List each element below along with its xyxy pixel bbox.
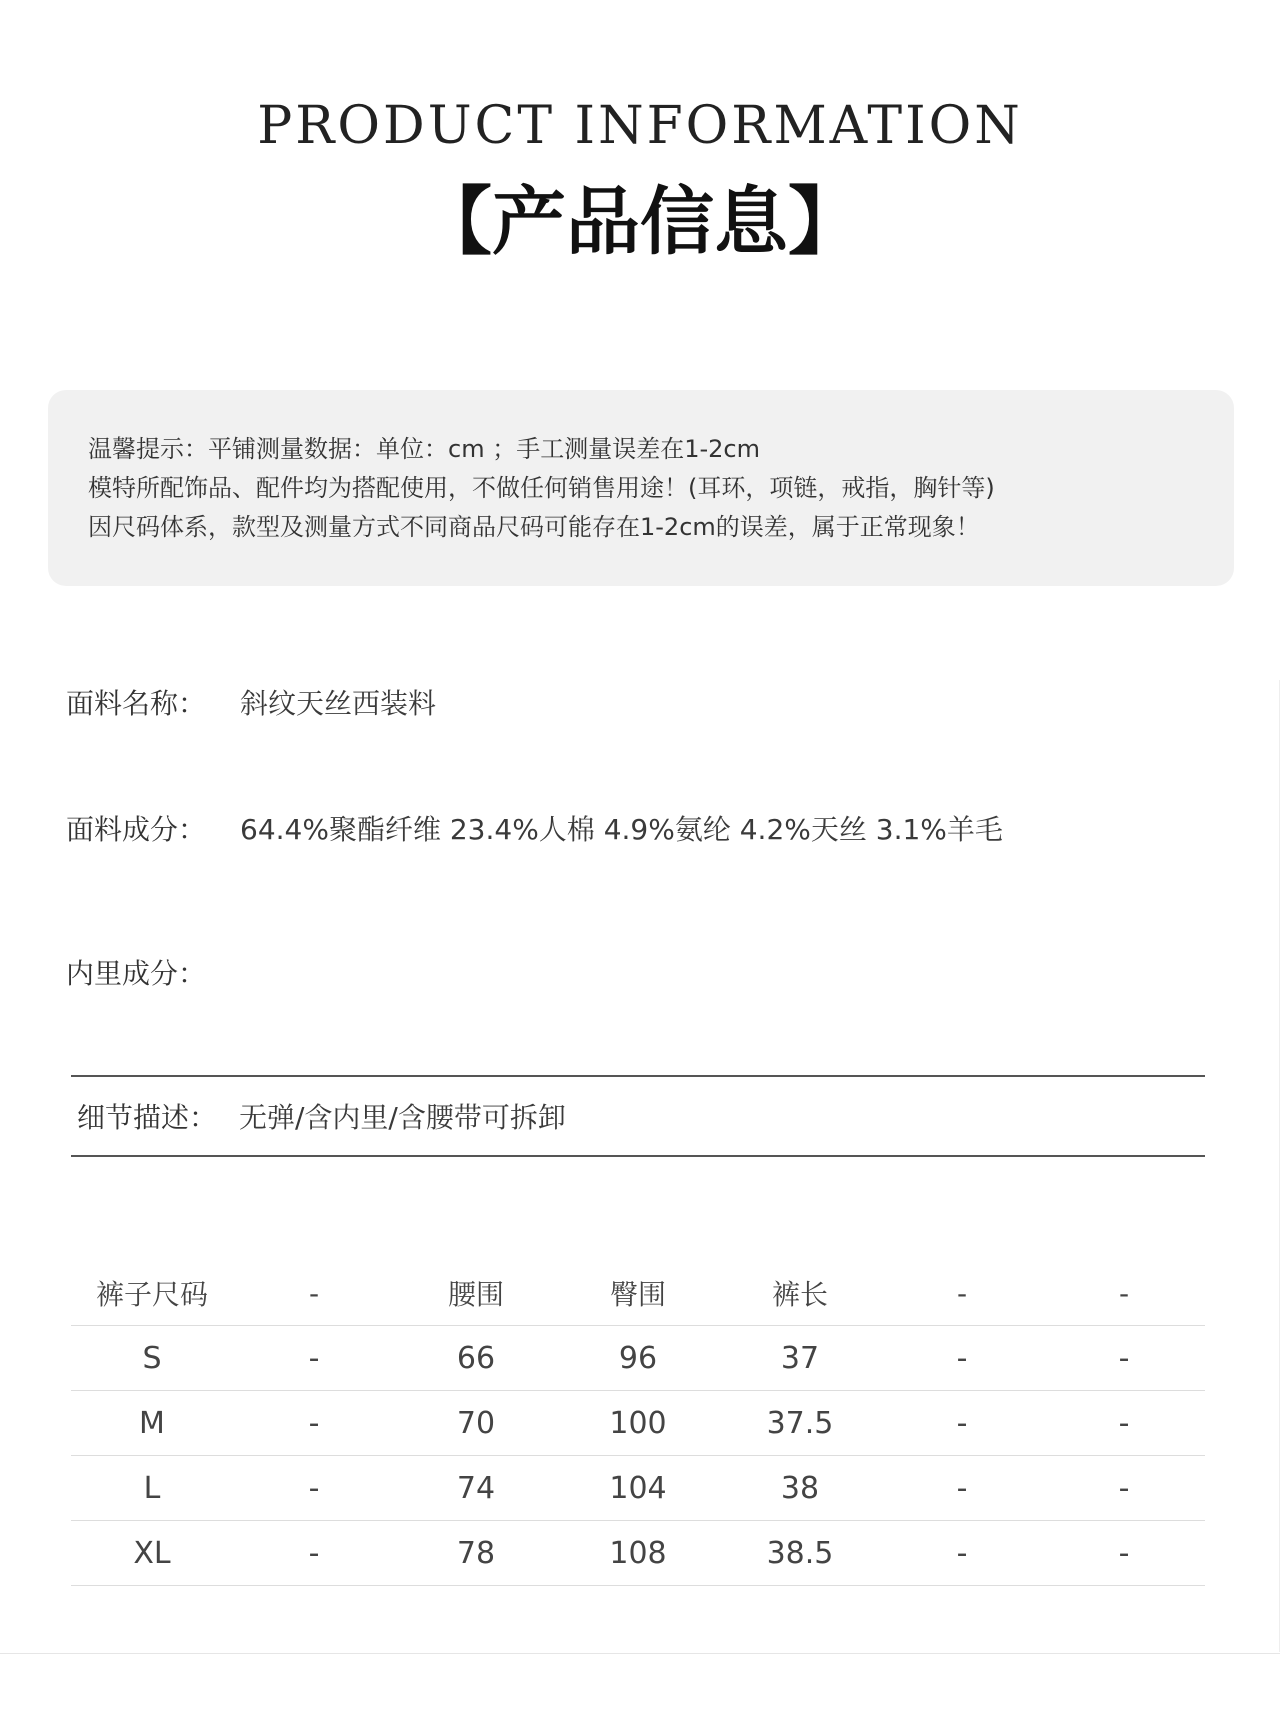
table-cell: 66 — [395, 1326, 557, 1391]
notice-line-3: 因尺码体系，款型及测量方式不同商品尺码可能存在1-2cm的误差，属于正常现象！ — [88, 513, 980, 541]
table-cell: - — [233, 1456, 395, 1521]
table-cell: - — [233, 1391, 395, 1456]
table-cell: XL — [71, 1521, 233, 1586]
table-cell: - — [233, 1521, 395, 1586]
details-bottom-rule — [71, 1155, 1205, 1157]
header-cell: 腰围 — [395, 1261, 557, 1326]
bottom-divider — [0, 1653, 1280, 1654]
table-row — [71, 1456, 1205, 1521]
table-cell: - — [1043, 1326, 1205, 1391]
table-cell: L — [71, 1456, 233, 1521]
title-chinese: 【产品信息】 — [418, 179, 862, 265]
details-row — [77, 1096, 566, 1136]
title-english: PRODUCT INFORMATION — [257, 96, 1023, 156]
table-cell: - — [881, 1326, 1043, 1391]
table-cell: - — [233, 1326, 395, 1391]
table-cell: - — [1043, 1391, 1205, 1456]
table-cell: - — [881, 1456, 1043, 1521]
table-cell: 74 — [395, 1456, 557, 1521]
table-cell: 37 — [719, 1326, 881, 1391]
table-cell: 38.5 — [719, 1521, 881, 1586]
table-cell: 78 — [395, 1521, 557, 1586]
header-cell: 臀围 — [557, 1261, 719, 1326]
fabric-composition-label: 面料成分： — [66, 813, 207, 846]
fabric-name-row — [66, 682, 436, 722]
fabric-name-label: 面料名称： — [66, 687, 207, 720]
table-cell: - — [881, 1521, 1043, 1586]
table-row — [71, 1391, 1205, 1456]
notice-line-2: 模特所配饰品、配件均为搭配使用，不做任何销售用途！(耳环，项链，戒指，胸针等) — [88, 474, 995, 502]
table-cell: 38 — [719, 1456, 881, 1521]
header-cell: 裤长 — [719, 1261, 881, 1326]
table-cell: 70 — [395, 1391, 557, 1456]
details-top-rule — [71, 1075, 1205, 1077]
notice-box — [48, 390, 1234, 586]
header-cell: - — [1043, 1261, 1205, 1326]
table-cell: - — [1043, 1456, 1205, 1521]
table-row — [71, 1521, 1205, 1586]
lining-composition-label: 内里成分： — [66, 957, 207, 990]
size-table-header — [71, 1261, 1205, 1326]
table-cell: 37.5 — [719, 1391, 881, 1456]
header-cell: - — [233, 1261, 395, 1326]
table-cell: - — [881, 1391, 1043, 1456]
notice-line-1: 温馨提示：平铺测量数据：单位：cm ；手工测量误差在1-2cm — [88, 435, 760, 463]
size-table — [71, 1261, 1205, 1586]
fabric-composition-row — [66, 808, 1003, 848]
table-row — [71, 1326, 1205, 1391]
details-label: 细节描述： — [77, 1101, 218, 1134]
lining-composition-row — [66, 952, 240, 992]
header-cell: 裤子尺码 — [71, 1261, 233, 1326]
fabric-composition-value: 64.4%聚酯纤维 23.4%人棉 4.9%氨纶 4.2%天丝 3.1%羊毛 — [240, 813, 1003, 846]
fabric-name-value: 斜纹天丝西装料 — [240, 687, 437, 720]
table-cell: M — [71, 1391, 233, 1456]
table-cell: 108 — [557, 1521, 719, 1586]
table-cell: 104 — [557, 1456, 719, 1521]
table-cell: S — [71, 1326, 233, 1391]
table-cell: 96 — [557, 1326, 719, 1391]
table-cell: - — [1043, 1521, 1205, 1586]
details-value: 无弹/含内里/含腰带可拆卸 — [239, 1101, 566, 1134]
table-cell: 100 — [557, 1391, 719, 1456]
header-cell: - — [881, 1261, 1043, 1326]
